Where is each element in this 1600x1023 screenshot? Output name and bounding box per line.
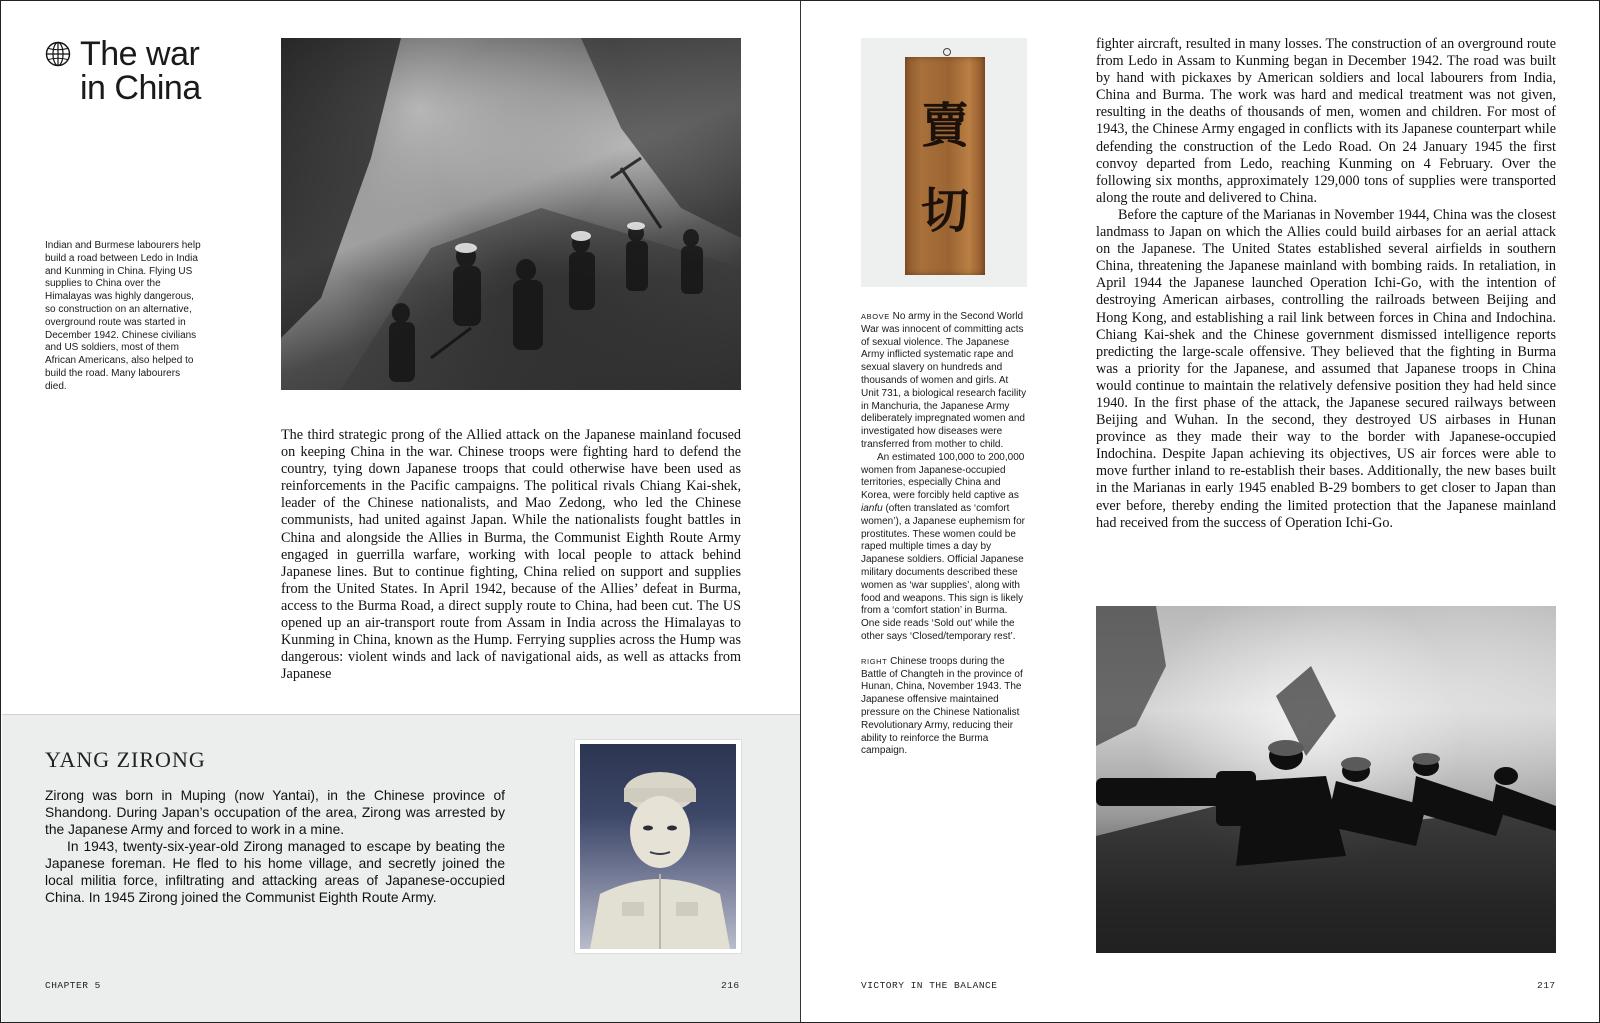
footer-chapter: CHAPTER 5 <box>45 980 101 991</box>
body-left-paragraph: The third strategic prong of the Allied attack on the Japanese mainland focused on keeping China in the war. Chinese troops were fighting hard to defend the country, tying down Japanese troops that could otherwise have been used as reinforcements in the Pacific campaigns. The political rivals Chiang Kai-shek, leader of the Chinese nationalists, and Mao Zedong, who led the Chinese communists, had united against Japan. While the nationalists fought battles in China and alongside the Allies in Burma, the Communist Eighth Route Army engaged in guerrilla warfare, working with local people to attack behind Japanese lines. But to continue fighting, China relied on support and supplies from the United States. In April 1942, because of the Allies’ defeat in Burma, access to the Burma Road, a direct supply route to China, had been cut. The US opened up an air-transport route from Assam in India across the Himalayas to Kunming in China, known as the Hump. Ferrying supplies across the Hump was dangerous: violent winds and lack of navigational aids, as well as attacks from Japanese <box>281 427 741 683</box>
caption-above-paragraph-1 <box>861 311 1027 452</box>
photo-chinese-troops <box>1096 606 1556 953</box>
portrait-photo <box>580 744 736 949</box>
page-title <box>80 37 250 105</box>
body-text-right <box>1096 36 1556 532</box>
caption-above-label: ABOVE <box>861 312 890 321</box>
footer-page-number-left: 216 <box>721 980 740 991</box>
profile-paragraph-1: Zirong was born in Muping (now Yantai), in the Chinese province of Shandong. During Japan’s occupation of the area, Zirong was arrested by the Japanese Army and forced to work in a mine. <box>45 788 505 837</box>
body-text-left <box>281 427 741 683</box>
sign-character-2: 切 <box>920 183 969 239</box>
footer-section-title: VICTORY IN THE BALANCE <box>861 980 998 991</box>
photo-labourers-illustration <box>281 38 741 390</box>
caption-above-paragraph-2 <box>861 452 1027 644</box>
profile-name: YANG ZIRONG <box>45 747 206 772</box>
profile-paragraph-2: In 1943, twenty-six-year-old Zirong managed to escape by beating the Japanese foreman. He fled to his home village, and secretly joined the local militia force, infiltrating and attacking areas of Japanese-occupied China. In 1945 Zirong joined the Communist Eighth Route Army. <box>45 839 505 905</box>
photo-comfort-station-sign <box>861 38 1027 287</box>
sign-character-1: 賣 <box>920 98 969 154</box>
portrait-illustration <box>580 744 736 949</box>
portrait-frame <box>575 740 741 953</box>
profile-text <box>45 787 505 906</box>
caption-above-text-1: No army in the Second World War was innocent of committing acts of sexual violence. The Japanese Army inflicted systematic rape and sexual slavery on hundreds and thousands of women and girls. At Unit 731, a biological research facility in Manchuria, the Japanese Army deliberately impregnated women and investigated how diseases were transferred from mother to child. <box>861 311 1027 450</box>
caption-above-text-2a: An estimated 100,000 to 200,000 women from Japanese-occupied territories, especially China and Korea, were forcibly held captive as <box>861 451 1025 502</box>
gutter-divider <box>800 1 801 1022</box>
wooden-sign <box>905 57 985 275</box>
body-right-paragraph-2: Before the capture of the Marianas in November 1944, China was the closest landmass to Japan on which the Allies could build airbases for an aerial attack on the Japanese. The United States established several airfields in southern China, threatening the Japanese mainland with bombing raids. In retaliation, in April 1944 the Japanese launched Operation Ichi-Go, with the intention of destroying American airbases, controlling the railroads between Beijing and Hong Kong, and establishing a rail link between forces in China and Indochina. Chiang Kai-shek and the Chinese government dismissed intelligence reports predicting the large-scale offensive. They believed that the fighting in Burma was a priority for the Japanese, and assumed that Japanese troops in China would continue to maintain the relatively defensive position they had held since 1940. In the first phase of the attack, the Japanese secured railways between Beijing and Wuhan. In the second, they destroyed US airbases in Hunan province as they made their way to the border with Japanese-occupied Indochina. Despite Japan achieving its objectives, US air forces were able to move further inland to re-establish their bases. Additionally, the new bases built in the Marianas in early 1945 enabled B-29 bombers to get closer to Japan than ever before, thereby ending the limited protection that the Japanese mainland had received from the success of Operation Ichi-Go. <box>1096 206 1556 531</box>
caption-right-label: RIGHT <box>861 656 888 666</box>
footer-page-number-right: 217 <box>1537 980 1556 991</box>
caption-right-text: Chinese troops during the Battle of Changteh in the province of Hunan, China, November 1943. The Japanese offensive maintained pressure on the Chinese Nationalist Revolutionary Army, reducing their ability to reinforce the Burma campaign. <box>861 655 1023 757</box>
caption-right-paragraph <box>861 656 1027 758</box>
sign-hook <box>943 48 951 56</box>
caption-above-italic: ianfu <box>861 502 883 514</box>
body-right-paragraph-1: fighter aircraft, resulted in many losses. The construction of an overground route from Ledo in Assam to Kunming began in December 1942. The road was built by hand with pickaxes by American soldiers and local labourers from India, China and Burma. The work was hard and medical treatment was not given, resulting in the deaths of thousands of men, women and children. For most of 1943, the Chinese Army engaged in conflicts with its Japanese counterpart while defending the construction of the Ledo Road. On 24 January 1945 the first convoy departed from Ledo, reaching Kunming on 4 February. Over the following six months, approximately 129,000 tons of supplies were transported along the route and delivered to China. <box>1096 36 1556 206</box>
photo-troops-illustration <box>1096 606 1556 953</box>
title-line-1: The war <box>80 35 200 73</box>
caption-labourers: Indian and Burmese labourers help build a road between Ledo in India and Kunming in China. Flying US supplies to China over the Himalayas was highly dangerous, so construction on an alternative, overground route was started in December 1942. Chinese civilians and US soldiers, most of them African Americans, also helped to build the road. Many labourers died. <box>45 240 201 392</box>
captions-right-column <box>861 311 1027 758</box>
globe-icon <box>45 41 71 67</box>
caption-above-text-2b: (often translated as ‘comfort women’), a Japanese euphemism for prostitutes. These women could be raped multiple times a day by Japanese soldiers. Official Japanese military documents described these women as ‘war supplies’, along with food and weapons. This sign is likely from a ‘comfort station’ in Burma. One side reads ‘Sold out’ while the other says ‘Closed/temporary rest’. <box>861 502 1025 642</box>
title-line-2: in China <box>80 69 201 107</box>
photo-road-labourers <box>281 38 741 390</box>
